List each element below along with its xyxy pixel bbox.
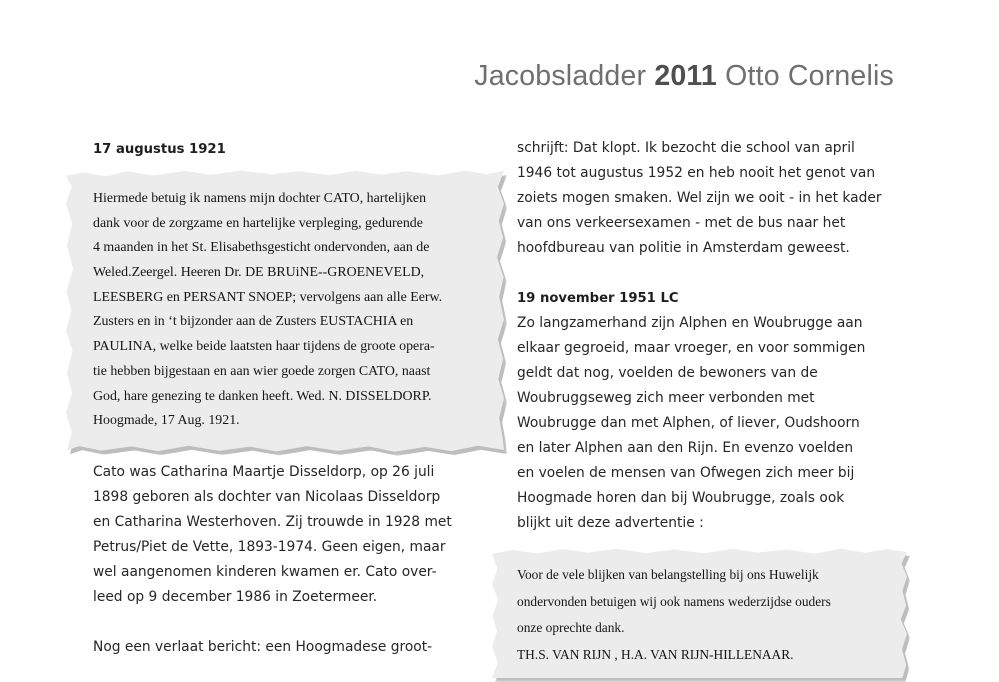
text-line: wel aangenomen kinderen kwamen er. Cato over- [93, 564, 437, 580]
text-line: zoiets mogen smaken. Wel zijn we ooit - in het kader [517, 190, 882, 206]
text-line: Cato was Catharina Maartje Disseldorp, op 26 juli [93, 464, 435, 480]
text-line: en Catharina Westerhoven. Zij trouwde in 1928 met [93, 514, 452, 530]
clipping-line: PAULINA, welke beide laatsten haar tijdens de groote opera- [93, 339, 435, 355]
paragraph-late-message [93, 635, 432, 660]
text-line: hoofdbureau van politie in Amsterdam geweest. [517, 240, 850, 256]
clipping-line: 4 maanden in het St. Elisabethsgesticht ondervonden, aan de [93, 240, 430, 256]
header-year: 2011 [654, 60, 717, 92]
dateline-1921: 17 augustus 1921 [93, 142, 226, 157]
text-line: Woubrugge dan met Alphen, of liever, Oudshoorn [517, 415, 860, 431]
header-title-start: Jacobsladder [474, 60, 655, 92]
text-line: elkaar gegroeid, maar vroeger, en voor sommigen [517, 340, 866, 356]
text-line: Woubruggseweg zich meer verbonden met [517, 390, 815, 406]
text-line: van ons verkeersexamen - met de bus naar het [517, 215, 846, 231]
clipping-line: LEESBERG en PERSANT SNOEP; vervolgens aan alle Eerw. [93, 289, 443, 305]
clipping-line: ondervonden betuigen wij ook namens wederzijdse ouders [517, 593, 831, 609]
clipping-line: Zusters en in ‘t bijzonder aan de Zusters EUSTACHIA en [93, 314, 414, 330]
paragraph-alphen-woubrugge [517, 311, 865, 536]
text-line: Nog een verlaat bericht: een Hoogmadese groot- [93, 639, 433, 655]
clipping-line: God, hare genezing te danken heeft. Wed. N. DISSELDORP. [93, 388, 432, 404]
clipping-line: tie hebben bijgestaan en aan wier goede zorgen CATO, naast [93, 363, 431, 379]
clipping-line: Hoogmade, 17 Aug. 1921. [93, 413, 240, 429]
text-line: Zo langzamerhand zijn Alphen en Woubrugge aan [517, 315, 863, 331]
page-header [474, 60, 894, 93]
text-line: Hoogmade horen dan bij Woubrugge, zoals ook [517, 490, 845, 506]
newspaper-clipping-1951 [492, 548, 907, 678]
text-line: geldt dat nog, voelden de bewoners van de [517, 365, 818, 381]
clipping-line: dank voor de zorgzame en hartelijke verpleging, gedurende [93, 215, 423, 231]
clipping-text [93, 187, 442, 434]
paragraph-cato [93, 460, 452, 610]
text-line: blijkt uit deze advertentie : [517, 515, 704, 531]
clipping-line: TH.S. VAN RIJN , H.A. VAN RIJN-HILLENAAR. [517, 646, 794, 662]
clipping-line: Weled.Zeergel. Heeren Dr. DE BRUiNE--GROENEVELD, [93, 265, 425, 281]
clipping-line: Hiermede betuig ik namens mijn dochter CATO, hartelijken [93, 191, 427, 206]
newspaper-clipping-1921 [66, 170, 504, 452]
dateline-1951: 19 november 1951 LC [517, 291, 679, 306]
text-line: schrijft: Dat klopt. Ik bezocht die school van april [517, 140, 855, 156]
text-line: en later Alphen aan den Rijn. En evenzo voelden [517, 440, 854, 456]
text-line: 1946 tot augustus 1952 en heb nooit het genot van [517, 165, 876, 181]
clipping-line: Voor de vele blijken van belangstelling bij ons Huwelijk [517, 567, 819, 582]
clipping-text [517, 562, 831, 668]
header-title-end: Otto Cornelis [716, 60, 894, 92]
paragraph-school [517, 136, 882, 261]
text-line: en voelen de mensen van Ofwegen zich meer bij [517, 465, 855, 481]
text-line: leed op 9 december 1986 in Zoetermeer. [93, 589, 378, 605]
text-line: 1898 geboren als dochter van Nicolaas Disseldorp [93, 489, 441, 505]
clipping-line: onze oprechte dank. [517, 620, 625, 635]
text-line: Petrus/Piet de Vette, 1893-1974. Geen eigen, maar [93, 539, 446, 555]
